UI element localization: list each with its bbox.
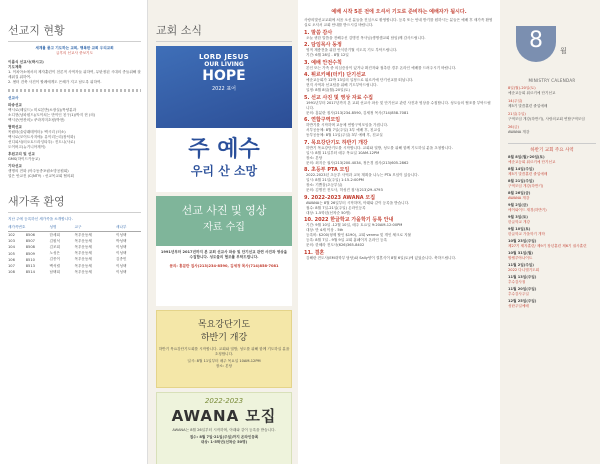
schedule-date: 8월 26일(금) [508,191,531,195]
banner-title: 목요강단기도 [197,320,251,330]
table-cell: 이성택 [116,244,127,249]
table-cell: 목우운동체 [74,263,92,268]
month-unit: 월 [560,47,567,55]
mission-group-line: 소디현(남파원드)/도이치는 만이인 친구(1)/박지 현 (의) [8,113,96,117]
announcement-list [304,30,494,261]
table-cell: 이성택 [116,269,127,274]
table-cell: 김조희 [49,244,60,249]
announcement-header: 예배 시작 5분 전에 오셔서 기도로 준비하는 예배자가 됩시다. [331,9,467,15]
table-cell: 104 [8,245,15,250]
calendar-item [508,86,596,96]
schedule-date: 8월 14일(주일) [508,167,534,171]
announcement-item [304,72,494,93]
schedule-date: 12월 25일(주일) [508,299,537,303]
table-cell: 8510 [25,257,35,262]
church-news-column [150,0,298,464]
col-header: 새가족번호 [8,224,50,232]
thursday-prayer-banner [156,310,292,388]
missionary-name: 이름식 선교사(박시고) [8,60,44,64]
calendar-title: MINISTRY CALENDAR [528,78,576,83]
announcement-line: 영적 재충전을 위한 안식한기월 식도록 기도 부탁드립니다. [306,48,398,52]
motto-banner [156,128,292,192]
calendar-item [508,112,596,122]
announcement-line: 김해란 전도사(EM대학부 담당)와 Sally양이 결혼식이 8월 6일(토)에 있었습니다. 축하드립니다. [306,255,457,260]
mission-group-line: 얼은 안교진 (C(NTY) : 선교목교회 협의회 [8,174,74,178]
mission-subtitle: 세계를 품고 기도하는 교회, 행복한 교회 우리교회 [35,46,114,50]
cover-line: OUR LIVING [204,61,244,68]
announcement-line: 2022-2023년 초등부 사역과 교육 계획을 나누는 PTA 모임이 있습니다. [306,173,419,177]
announcement-title: 11. 결혼 [304,249,325,256]
calendar-desc: 구역모임 개강(하반기), 사랑의교회 연합구역모임 [508,117,585,121]
cover-line: HOPE [202,68,246,84]
announcement-title: 6. 연합구역모임 [304,117,341,123]
schedule-item [508,275,596,285]
mission-group [8,152,141,162]
mission-group-line: 선디피서(터오토드라잉타우): 진도니(사로) [8,140,75,144]
mission-group-head: 파송선교 [8,103,22,107]
announcement-item [304,42,494,58]
cover-year: 2022 표어 [212,86,236,92]
calendar-date: 14(주일) [508,99,523,103]
table-cell: 목우운동체 [74,257,92,262]
mission-group [8,164,141,179]
schedule-desc: 예준교등회 튀르키예 단기선교 [508,160,556,164]
table-cell: 박성택 [116,238,127,243]
table-cell: 노성은 [49,251,60,256]
awana-title: AWANA 모집 [171,407,277,425]
announcement-line: 현지 사역과 선교팀을 위해 기도부탁드립니다. [306,83,378,87]
calendar-date: 8일(월)-20일(토) [508,86,536,90]
table-cell: 8514 [25,270,35,275]
announcement-line: 일시: 8월 21일(주일) 1:15-2:00PM [306,178,364,182]
mission-label: 급후의 선교사 중보기도 [56,51,93,55]
announcements-column [298,0,500,464]
schedule-desc: 한글학교 가을학기 개학 [508,232,545,236]
banner-body: 하반기 목요강단기도회를 시작합니다. 교회와 열방, 성도를 위해 함께 기도하실 분을 초청합니다. [158,347,290,356]
announcement-line: 등록: 8월 7일 - 9월 9일 교회 홈페이지 온라인 등록 [306,238,387,242]
mission-section-title: 선교지 현황 [8,22,141,42]
announcement-title: 3. 예배 안전수칙 [304,59,342,66]
calendar-date: 26(금) [508,125,519,129]
cover-line: LORD JESUS [199,53,249,61]
announcement-line: 장소: 본당 [306,155,323,160]
mission-prayer-lines [8,60,141,85]
table-cell: 8509 [25,251,35,256]
calendar-desc: 제5기 말씀훈련 졸업예배 [508,104,548,108]
table-cell: 목우운동체 [74,251,92,256]
table-cell: 108 [8,270,15,275]
calendar-column [502,0,600,464]
announcement-line: 대상: 1-5학년(선착순 50명) [306,210,351,215]
mission-group-line: GMS(하이드카동교) [8,157,40,161]
divider [8,89,141,92]
announcement-title: 4. 튀르키예(터키) 단기선교 [304,72,366,78]
calendar-date: 21일(주일) [508,112,526,116]
table-row [8,232,141,239]
table-cell: 이성택 [116,232,127,237]
table-cell: 8507 [25,239,35,244]
table-cell: 8506 [25,233,35,238]
announcement-line: 예준교등회가 12박 13일의 일정으로 튀르키예 단기선교를 떠납니다. [306,78,414,82]
table-cell: 102 [8,233,15,238]
month-number: 8 [529,28,543,53]
announcement-line: 일시: 8월 11일부터 매주 목요일 10AM-12PM [306,150,380,155]
table-cell: 김종이 [49,257,60,262]
announcement-item [304,250,494,261]
table-cell: 목우운동체 [74,269,92,274]
prayer-topic: 2. 센터 건축 사건이 할례에게도 은혜가 지고 남도록 위하여. [8,80,102,84]
announcement-line: 문의: 김병진 전도사, 허성진 집사(213)29-4793 [306,188,383,192]
table-cell: 이성택 [116,251,127,256]
calendar-desc: AWANA 개강 [508,130,530,134]
schedule-item [508,203,596,213]
mission-group-line: 목림터(술링래테이터): 백시리 (터소) [8,130,66,134]
table-header-row [8,224,141,232]
announcement-title: 10. 2022 한글학교 가을학기 등록 안내 [304,217,394,223]
schedule-date: 10월 23일(주일) [508,239,537,243]
announcement-title: 9. 2022-2023 AWANA 모집 [304,194,376,201]
col-header: 성명 [50,224,75,232]
mission-group [8,103,141,123]
table-cell: 목우운동체 [74,238,92,243]
new-family-title: 새가족 환영 [8,193,141,213]
prayer-topic-label: 기도제목 [8,65,22,69]
announcement-title: 8. 초등부 PTA 모임 [304,167,350,173]
schedule-item [508,287,596,297]
mission-group-line: 백시로(모이트사지에): 유이리는리(장덕화) [8,135,75,139]
mission-group-line: 백시준(안찬의): 쿠라지미초평(박현) [8,118,65,122]
mission-group-head: 협력선교 [8,125,22,129]
announcement-line: 오늘 귀한 말씀을 전해주신 김병진 목사님(생명샘교회 담임)께 감사드립니다. [306,35,426,40]
welcome-intro: 사랑의빛선교교회에 처음 오신 분들을 진심으로 환영합니다. 등록 또는 안내 받기를 원하시는 분들은 예배 후 새가족 환영실로 오셔서 교회 안내를 받으시길 바랍니다. [304,18,493,27]
mission-group [8,125,141,150]
announcement-item [304,167,494,193]
banner-title: 하반기 개강 [200,333,248,343]
awana-target: 대상: 1-5학년(선착순 50명) [200,440,248,444]
schedule-date: 11월 2일(주일) [508,263,534,267]
schedule-desc: 제27기 제자훈련/ 제9기 장년훈련 제6기 권사훈련 [508,244,587,248]
schedule-list [508,155,596,309]
announcement-item [304,95,494,116]
schedule-item [508,167,596,177]
schedule-title: 하반기 교회 주요 사역 [508,143,596,153]
table-cell: 한세희 [49,232,60,237]
table-cell: 107 [8,264,15,269]
announcement-item [304,195,494,216]
table-cell: 목우운동체 [74,232,92,237]
schedule-desc: 한글학교 개강 [508,220,530,224]
announcement-line: 서부공동체: 8월 7일(주일) 3부 예배 후, 친교실 [306,128,381,132]
schedule-item [508,191,596,201]
announcement-item [304,60,494,71]
schedule-desc: 구역모임 개강(하반기) [508,184,544,188]
new-family-subtitle: 지난 주에 등록하신 새가족을 소개합니다. [8,217,73,221]
announcement-line: AWANA는 8월 26일부터 시작하며, 아래와 같이 등록을 받습니다. [306,200,410,205]
col-header: 교구 [74,224,116,232]
schedule-desc: 추수감사주일 [508,292,529,296]
table-cell: 이성택 [116,263,127,268]
schedule-date: 11월 13일(주일) [508,275,537,279]
schedule-date: 11월 20일(주일) [508,287,537,291]
table-cell: 남택희 [49,269,60,274]
schedule-date: 9월 3일(토) [508,215,528,219]
banner-title: 자료 수집 [203,222,245,233]
table-cell: 8508 [25,245,35,250]
announcement-line: 1991년부터 2017년까지 본 교회 선교사 파송 및 단기선교 관련 사진과 영상을 수집합니다. 성도들의 협조를 부탁드립니다. [306,100,491,110]
photo-collection-banner [156,196,292,246]
table-cell: 106 [8,257,15,262]
motto-line: 주 예수 [188,137,260,162]
schedule-desc: 에이와이드 재경(하반기) [508,208,547,212]
schedule-item [508,215,596,225]
motto-cover-image [156,46,292,128]
schedule-date: 8월 21일(주일) [508,179,534,183]
announcement-title: 1. 말씀 감사 [304,29,333,36]
table-cell: 백석렬 [49,263,60,268]
schedule-item [508,263,596,273]
mission-group-line: 백시로(헤일드): 미로본반(소장실)/목양분과 [8,108,77,112]
prayer-topic: 1. 이치아소에서의 제자훈련이 천론적 사역자들 위하여, 무탄정된 시대의 종들위해 잘 세워질 위하여. [8,70,141,79]
announcement-line: 대상: 만 4세 이상 - 5th [306,228,344,232]
announcement-item [304,30,494,41]
schedule-desc: 추수감사절 [508,280,526,284]
banner-time: 일시: 8월 11일부터 매주 목요일 10AM-12PM [187,359,261,363]
awana-body: AWANA는 8월 26일부터 시작하며, 아래와 같이 등록을 받습니다. [172,428,276,432]
mission-group-line: 생명의 전화 (아주동종포림소망공원회) [8,169,69,173]
month-badge [516,26,567,62]
mission-group-head: 후원고리 및 선교 [8,152,35,156]
announcement-title: 5. 선교 사진 및 영상 자료 수집 [304,94,373,101]
schedule-item [508,155,596,165]
awana-period: 접수: 8월 7일-21일(주일)까지 온라인등록 [189,435,259,439]
announcement-line: 기간: 9월 10일 -12월 10일, 매주 토요일 9:20AM-12:00PM [306,223,403,227]
announcement-line: 본인 또는 가족 중 의심증상이 있거나 확진자와 접촉한 경우 온라인 예배를 드려주시기 바랍니다. [306,65,457,70]
schedule-item [508,179,596,189]
schedule-item [508,251,596,261]
banner-title: 선교 사진 및 영상 [181,204,267,217]
mission-group-head: 기타선교 [8,164,22,168]
mission-column [0,0,148,464]
announcement-line: 하반기를 시작하며 교동체 연합구역모임을 가집니다. [306,123,389,127]
motto-line: 우리 산 소망 [190,164,258,178]
announcement-item [304,217,494,248]
announcement-line: 일정: 8월 8일(월)-20일(토) [306,88,350,92]
schedule-desc: 제5기 말씀훈련 졸업예배 [508,172,548,176]
schedule-desc: AWANA 개강 [508,196,530,200]
table-row [8,269,141,275]
mission-group-line: 도이버고(뉴기니아재이) [8,145,46,149]
table-cell: 김원석 [49,238,60,243]
calendar-item [508,125,596,135]
new-family-table [8,224,141,275]
schedule-item [508,227,596,237]
photo-collection-info [156,246,292,306]
schedule-date: 10월 31일(월) [508,251,533,255]
announcement-line: 동부공동체: 8월 11일(주일) 3부 예배 후, 친교실 [306,133,383,137]
info-body: 1991년부터 2017년까지 본 교회 선교사 파송 및 단기선교 관련 사진과 영상을 수집합니다. 성도들의 협조를 부탁드립니다. [160,250,288,259]
announcement-title: 7. 목요강단기도 하반기 개강 [304,139,368,146]
church-news-title: 교회 소식 [156,22,292,42]
schedule-item [508,239,596,249]
table-cell: 105 [8,251,15,256]
announcement-line: 접수: 8월 7일-21일(주일) 온라인등록 [306,205,366,210]
calendar-desc: 예준교등회 튀르키예 단기선교 [508,91,556,95]
schedule-date: 9월 10일(토) [508,227,531,231]
col-header: 새나부 [116,224,141,232]
info-contact: 문의: 홍분란 집사(213)234-8590, 김세정 목사(714)858-7081 [169,264,279,268]
table-cell: 8513 [25,264,35,269]
missionary-header: 선교사 [8,96,19,100]
announcement-line: 등록비: $200(형제 할인 $190), 교회 venmo 및 개인 체크로 지불 [306,233,412,237]
announcement-line: 장소: 기쁨홀(초등부실) [306,183,343,187]
table-cell: 목우운동체 [74,244,92,249]
schedule-desc: 2022 다니엘기도회 [508,268,540,272]
announcement-item [304,140,494,166]
calendar-item [508,99,596,109]
schedule-date: 9월 2일(금) [508,203,528,207]
announcement-line: 기간: 6월 28일 - 8월 12일 [306,53,349,57]
table-cell: 김종민 [116,257,127,262]
calendar-list [508,86,596,135]
schedule-date: 8월 8일(월)-20일(토) [508,155,545,159]
announcement-line: 문의: 최지순 권사(213)200-4034, 정은경 집사(213)605-2862 [306,160,409,165]
announcement-title: 2. 담임목사 동정 [304,42,342,48]
schedule-desc: 성탄주일예배 [508,304,529,308]
announcement-item [304,117,494,138]
schedule-desc: 할렐루야나이트 [508,256,533,260]
schedule-item [508,299,596,309]
announcement-line: 문의: 한혜라 전도사(626)365-8402 [306,243,365,247]
awana-year: 2022-2023 [204,397,244,405]
announcement-line: 하반기 목요강단기도를 시작합니다. 교회와 열방, 성도를 위해 함께 기도하실 분을 초청합니다. [306,145,453,150]
announcement-line: 문의: 홍분란 집사(213)234-8590, 김세정 목사(714)858-7081 [306,110,409,115]
table-cell: 103 [8,239,15,244]
awana-banner [156,392,292,464]
banner-place: 장소: 본당 [215,364,233,368]
